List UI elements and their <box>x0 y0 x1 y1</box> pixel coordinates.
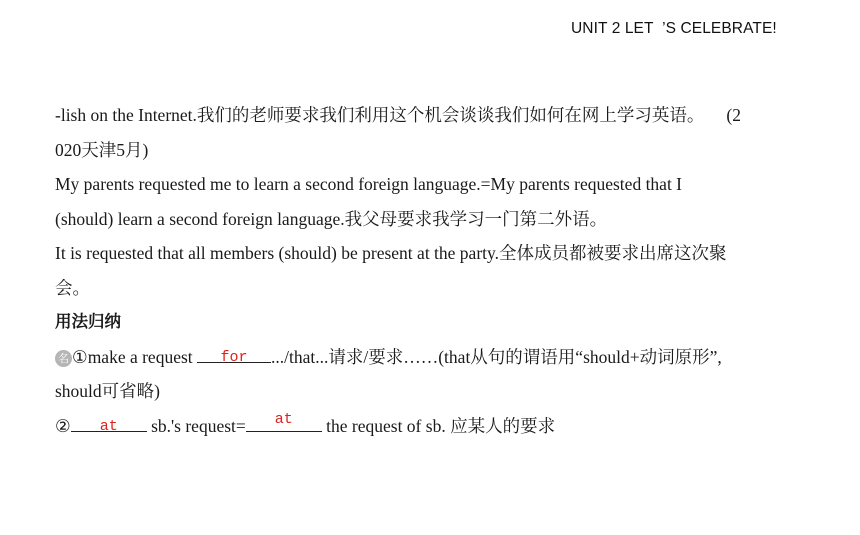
text-line-2: 020天津5月) <box>55 139 149 160</box>
answer-blank-1[interactable] <box>197 344 271 366</box>
source-text: (2 <box>726 105 741 125</box>
text-line-3: My parents requested me to learn a second foreign language.=My parents requested that I <box>55 174 683 194</box>
answer-blank-3[interactable] <box>246 410 322 432</box>
answer-blank-2[interactable] <box>71 413 147 435</box>
usage-item-2-post: the request of sb. 应某人的要求 <box>321 415 556 436</box>
usage-heading: 用法归纳 <box>55 312 121 331</box>
text-line-1 <box>55 98 805 133</box>
text-line-4: (should) learn a second foreign language.我父母要求我学习一门第二外语。 <box>55 208 608 229</box>
sentence-text: -lish on the Internet.我们的老师要求我们利用这个机会谈谈我们如何在网上学习英语。 <box>55 105 705 125</box>
document-body <box>55 98 805 443</box>
usage-item-2-mid: sb.'s request= <box>146 415 246 436</box>
usage-item-1 <box>55 340 805 375</box>
answer-text: at <box>99 417 118 435</box>
usage-item-2-pre: ② <box>55 415 71 436</box>
text-line-5: It is requested that all members (should) be present at the party.全体成员都被要求出席这次聚 <box>55 243 727 263</box>
usage-item-1-pre: ①make a request <box>72 346 198 367</box>
page-header: UNIT 2 LET ’S CELEBRATE! <box>571 20 777 37</box>
usage-item-1-post: .../that...请求/要求……(that从句的谓语用“should+动词原形”, <box>271 346 722 367</box>
answer-text: at <box>274 410 293 428</box>
text-line-6: 会。 <box>55 277 90 298</box>
answer-text: for <box>220 348 248 366</box>
usage-item-1-continued: should可省略) <box>55 381 160 401</box>
noun-badge-icon: 名 <box>55 350 72 367</box>
usage-item-2 <box>55 409 805 444</box>
